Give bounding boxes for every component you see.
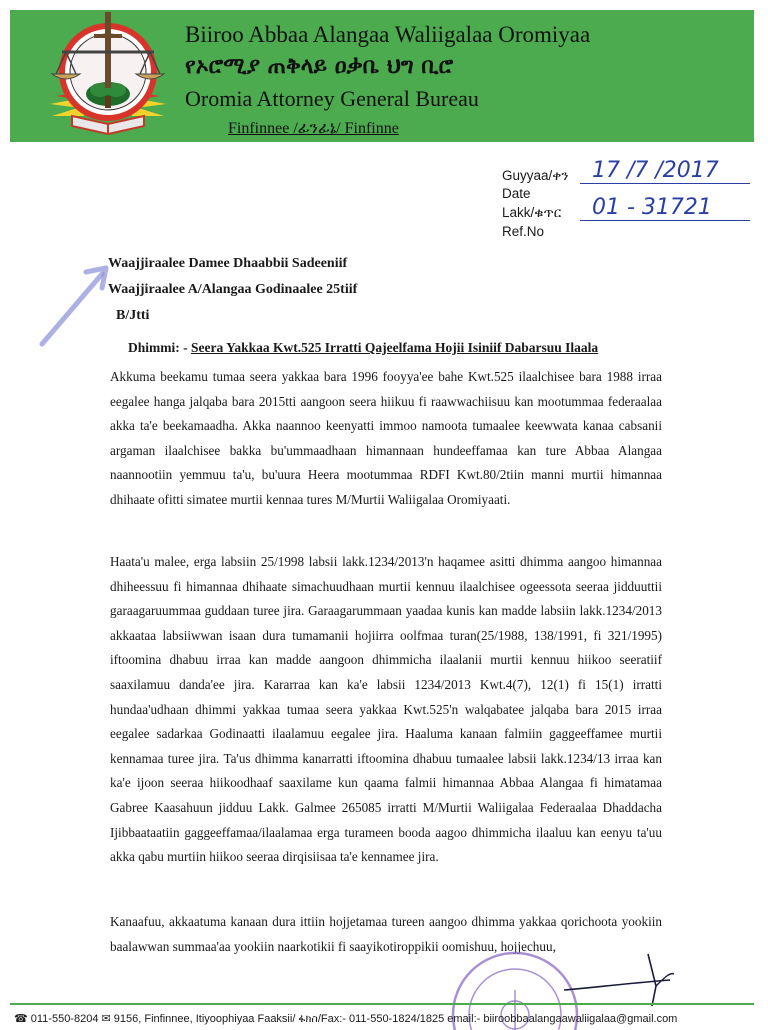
- paragraph-3: Kanaafuu, akkaatuma kanaan dura ittiin hojjetamaa tureen aangoo dhimma yakkaa qorichoota yookiin baalawwan summaa'aa yookiin naarkotikii fi saayikotiroppikii oomishuu, hojjechuu,: [110, 914, 662, 954]
- subject-label: Dhimmi: -: [128, 340, 188, 355]
- addressee-2: Waajjiraalee A/Alangaa Godinaalee 25tiif: [108, 282, 358, 297]
- org-name-amharic: የኦሮሚያ ጠቅላይ ዐቃቤ ህግ ቢሮ: [185, 54, 454, 79]
- subject-text: Seera Yakkaa Kwt.525 Irratti Qajeelfama Hojii Isiniif Dabarsuu Ilaala: [191, 340, 599, 355]
- ink-arrow-icon: [36, 262, 116, 352]
- org-name-oromo: Biiroo Abbaa Alangaa Waliigalaa Oromiyaa: [185, 22, 591, 47]
- paragraph-1: Akkuma beekamu tumaa seera yakkaa bara 1996 fooyya'ee bahe Kwt.525 ilaalchisee bara 1988 irraa eegalee hanga jalqaba bara 2015tti aangoon seera hiikuu fi raawwachiisuu kan mootummaa federaalaa akka ta'e beekamaadha. Akka naannoo keenyatti immoo namoota tumaalee keewwata kanaa cabsanii argaman ilaalchisee bakka bu'ummaadhaan himannaan hundeeffamaa kan ture Abbaa Alangaa naannootiin yemmuu ta'u, bu'uura Heera mootummaa RDFI Kwt.80/2tiin manni murtii himannaa dhihaate ofitti simatee murtii kennaa tures M/Murtii Waliigalaa Oromiyaati.: [110, 369, 662, 507]
- paragraph-2: Haata'u malee, erga labsiin 25/1998 labsii lakk.1234/2013'n haqamee asitti dhimma aangoo himannaa dhiheessuu fi himannaa dhihaate simachuudhaan murtii kennuu ilaalchisee ogeessota seeraa jidduuttii garaagaruummaa guddaan turee jira. Garaagarummaan yaadaa kunis kan madde labsiin lakk.1234/2013 akkaataa labsiiwwan isaan dura tumamanii hojiirra oolfmaa turan(25/1988, 138/1991, fi 321/1995) iftoomina dhabuu irraa kan madde aangoon dhimmicha ilaalanii murtii kennuu hiikoo seeratiif saaxilamuu danda'ee jira. Kararraa kan ka'e labsii 1234/2013 Kwt.4(7), 12(1) fi 15(1) irratti hundaa'udhaan dhimmi yakkaa tumaa seera yakkaa Kwt.525'n walqabatee jalqaba bara 2015 irraa eegalee sadarkaa Godinaatti ilaalamuu eegalee jira. Haaluma kanaan falmiin gaggeeffamee murtii kennamaa turee jira. Ta'us dhimma kanarratti iftoomina dhabuu tumaalee labsii lakk.1234/13 irraa kan ka'e ijoon seeraa hiikoodhaaf saaxilame kun qaama falmii himannaa Abbaa Alangaa fi himatamaa Gabree Kaasahuun jidduu Lakk. Galmee 265085 irratti M/Murtii Waliigalaa Federaalaa Dhaddacha Ijibbaataatiin gaggeeffamaa/ilaalamaa erga turameen booda aagoo dhimmicha ilaaluu kan eenyu ta'uu akka qabu murtiin hiikoo seeraa dirqisiisaa ta'e kennamee jira.: [110, 554, 662, 865]
- ref-label-en: Ref.No: [502, 224, 545, 239]
- addressee-3: B/Jtti: [116, 308, 150, 323]
- scales-of-justice-logo-icon: [42, 12, 174, 140]
- signature-icon: [560, 950, 680, 1010]
- subject-line: [128, 340, 598, 356]
- ref-underline: [580, 220, 750, 221]
- date-label: Guyyaa/ቀን: [502, 168, 569, 183]
- letterhead-banner: [10, 10, 754, 142]
- date-label-en: Date: [502, 186, 531, 201]
- ref-label: Lakk/ቁጥር: [502, 205, 562, 220]
- date-value: 17 /7 /2017: [592, 158, 719, 183]
- date-underline: [580, 183, 750, 184]
- addressee-1: Waajjiraalee Damee Dhaabbii Sadeeniif: [108, 256, 348, 271]
- org-name-english: Oromia Attorney General Bureau: [185, 86, 479, 111]
- ref-value: 01 - 31721: [592, 195, 712, 220]
- footer-contact: ☎ 011-550-8204 ✉ 9156, Finfinnee, Itiyoophiyaa Faaksii/ ፋክስ/Fax:- 011-550-1824/1825 email:- biiroobbaalangaawaliigalaa@gmail.com: [14, 1013, 678, 1025]
- footer-divider: [10, 1003, 754, 1005]
- city-name: Finfinnee /ፊንፊኔ/ Finfinne: [228, 120, 399, 137]
